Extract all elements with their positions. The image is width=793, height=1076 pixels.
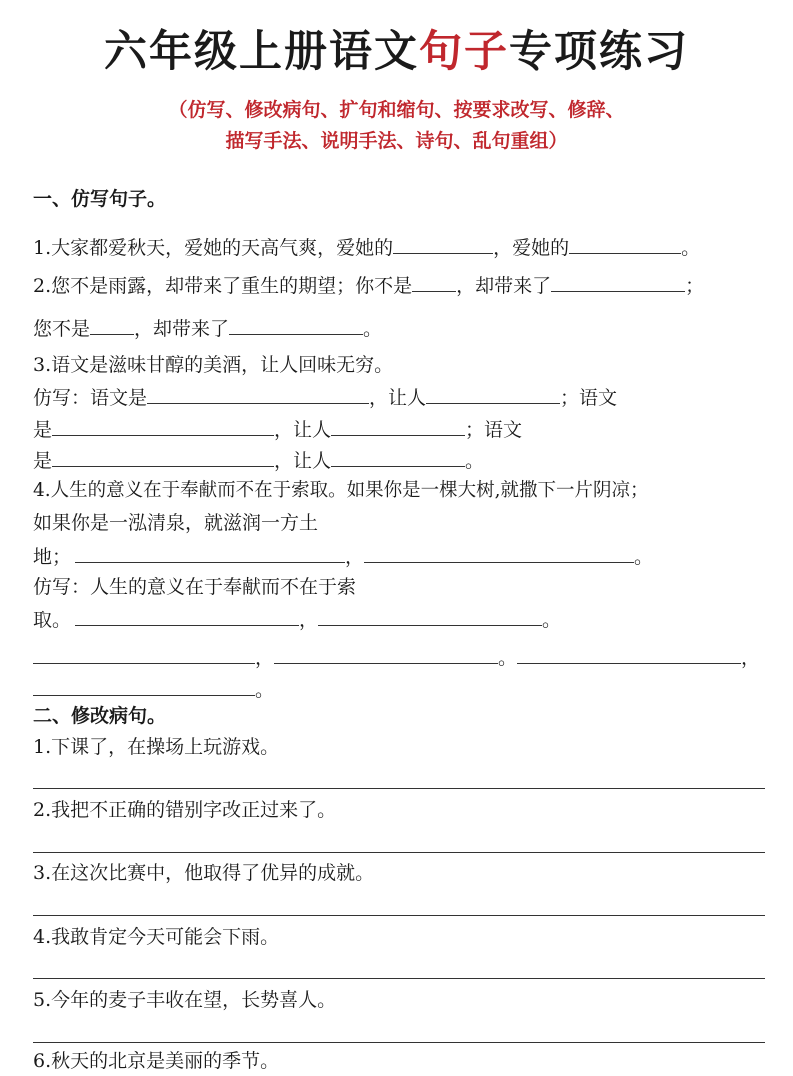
sentence-item-3: 3.在这次比赛中，他取得了优异的成就。 <box>33 862 375 884</box>
answer-line-3[interactable] <box>33 915 765 916</box>
question-text: 。 <box>255 679 275 701</box>
answer-blank[interactable] <box>364 540 634 563</box>
answer-blank[interactable] <box>229 312 363 335</box>
answer-line-4[interactable] <box>33 978 765 979</box>
question-2 <box>33 269 704 301</box>
subtitle-line-1: （仿写、修改病句、扩句和缩句、按要求改写、修辞、 <box>168 99 625 121</box>
answer-blank[interactable] <box>551 269 685 292</box>
question-4-line-3 <box>33 540 653 572</box>
page-title <box>0 24 793 80</box>
question-3-stem: 3.语文是滋味甘醇的美酒，让人回味无穷。 <box>33 354 394 376</box>
question-text: 仿写：语文是 <box>33 387 148 409</box>
question-text: 地； <box>33 546 72 568</box>
question-text: 是 <box>33 419 53 441</box>
question-4-line-4: 仿写：人生的意义在于奉献而不在于索 <box>33 576 357 598</box>
question-4-stem-1: 4.人生的意义在于奉献而不在于索取。如果你是一棵大树,就撒下一片阴凉； <box>33 480 649 501</box>
question-text: ，让人 <box>274 419 332 441</box>
answer-blank[interactable] <box>147 381 369 404</box>
answer-line-1[interactable] <box>33 788 765 789</box>
question-text: ，却带来了 <box>134 318 230 340</box>
question-text: ，让人 <box>274 450 332 472</box>
question-text: 您不是 <box>33 318 91 340</box>
answer-blank[interactable] <box>274 641 498 664</box>
question-text: ，爱她的 <box>493 237 570 259</box>
answer-blank[interactable] <box>75 540 345 563</box>
question-text: ； <box>685 275 705 297</box>
answer-blank[interactable] <box>90 312 134 335</box>
question-text: 是 <box>33 450 53 472</box>
answer-blank[interactable] <box>33 641 255 664</box>
question-text: 取。 <box>33 609 72 631</box>
title-text-end: 专项练习 <box>509 27 689 77</box>
question-text: 。 <box>542 609 562 631</box>
answer-blank[interactable] <box>33 673 255 696</box>
answer-blank[interactable] <box>517 641 741 664</box>
question-text: ；语文 <box>465 419 523 441</box>
answer-blank[interactable] <box>318 603 542 626</box>
title-highlight: 句子 <box>419 27 509 77</box>
question-text: ， <box>741 647 761 669</box>
question-text: ， <box>255 647 275 669</box>
question-text: ， <box>345 546 365 568</box>
question-3-line-2 <box>33 413 522 445</box>
question-text: ，让人 <box>369 387 427 409</box>
answer-blank[interactable] <box>75 603 299 626</box>
answer-blank[interactable] <box>412 269 456 292</box>
section-1-heading: 一、仿写句子。 <box>33 188 167 210</box>
subtitle-line-2: 描写手法、说明手法、诗句、乱句重组） <box>225 130 568 152</box>
question-text: 2.您不是雨露，却带来了重生的期望；你不是 <box>33 275 413 297</box>
answer-blank[interactable] <box>52 413 274 436</box>
sentence-item-4: 4.我敢肯定今天可能会下雨。 <box>33 926 280 948</box>
sentence-item-2: 2.我把不正确的错别字改正过来了。 <box>33 799 337 821</box>
sentence-item-5: 5.今年的麦子丰收在望，长势喜人。 <box>33 989 337 1011</box>
question-text: ， <box>299 609 319 631</box>
answer-blank[interactable] <box>331 413 465 436</box>
answer-blank[interactable] <box>426 381 560 404</box>
section-2-heading: 二、修改病句。 <box>33 705 167 727</box>
answer-blank[interactable] <box>569 231 681 254</box>
question-1 <box>33 231 700 263</box>
question-text: 。 <box>363 318 383 340</box>
answer-line-2[interactable] <box>33 852 765 853</box>
question-3-line-1 <box>33 381 617 413</box>
question-4-line-6 <box>33 641 760 673</box>
question-2-continued <box>33 312 382 344</box>
question-text: 。 <box>634 546 654 568</box>
question-text: 。 <box>681 237 701 259</box>
question-text: 1.大家都爱秋天，爱她的天高气爽，爱她的 <box>33 237 394 259</box>
question-text: ；语文 <box>560 387 618 409</box>
question-text: 。 <box>465 450 485 472</box>
answer-line-5[interactable] <box>33 1042 765 1043</box>
answer-blank[interactable] <box>331 444 465 467</box>
question-text: 。 <box>498 647 518 669</box>
question-4-line-5 <box>33 603 561 635</box>
question-3-line-3 <box>33 444 484 476</box>
title-text: 六年级上册语文 <box>104 27 419 77</box>
sentence-item-6: 6.秋天的北京是美丽的季节。 <box>33 1050 280 1072</box>
answer-blank[interactable] <box>52 444 274 467</box>
question-4-stem-2: 如果你是一泓清泉，就滋润一方土 <box>33 512 319 534</box>
sentence-item-1: 1.下课了，在操场上玩游戏。 <box>33 736 280 758</box>
question-text: ，却带来了 <box>456 275 552 297</box>
answer-blank[interactable] <box>393 231 493 254</box>
